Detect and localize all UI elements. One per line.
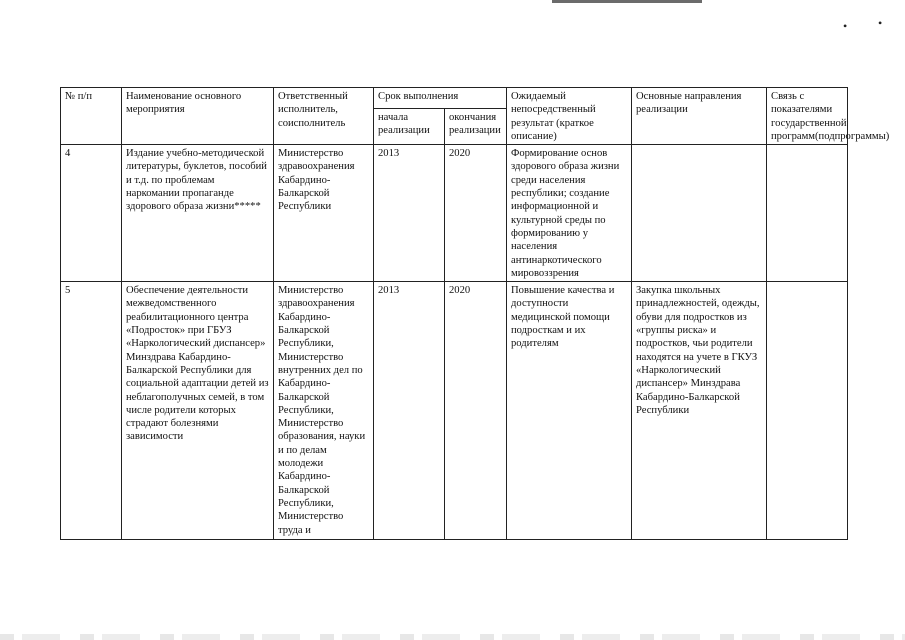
cell-name: Обеспечение деятельности межведомственного реабилитационного центра «Подросток» при ГБУЗ «Наркологический диспансер» Минздрава Кабардино-Балкарской Республики для социальной адаптации детей из неблагополучных семей, в том числе родители которых страдают болезнями зависимости [122, 282, 274, 540]
cell-start: 2013 [374, 145, 445, 282]
cell-name: Издание учебно-методической литературы, буклетов, пособий и т.д. по проблемам наркомании пропаганде здорового образа жизни***** [122, 145, 274, 282]
header-name: Наименование основного мероприятия [122, 88, 274, 145]
cell-responsible: Министерство здравоохранения Кабардино-Балкарской Республики, Министерство внутренних дел по Кабардино-Балкарской Республики, Министерство образования, науки и по делам молодежи Кабардино-Балкарской Республики, Министерство труда и [274, 282, 374, 540]
cell-start: 2013 [374, 282, 445, 540]
header-directions: Основные направления реализации [632, 88, 767, 145]
cell-end: 2020 [445, 282, 507, 540]
cell-end: 2020 [445, 145, 507, 282]
cell-num: 5 [61, 282, 122, 540]
cell-responsible: Министерство здравоохранения Кабардино-Балкарской Республики [274, 145, 374, 282]
header-term-start: начала реализации [374, 108, 445, 145]
header-row [61, 88, 848, 109]
cell-result: Повышение качества и доступности медицинской помощи подросткам и их родителям [507, 282, 632, 540]
scan-dot: • [878, 16, 883, 30]
program-table [60, 87, 890, 540]
table-row [61, 145, 848, 282]
table-row [61, 282, 848, 540]
header-result: Ожидаемый непосредственный результат (краткое описание) [507, 88, 632, 145]
header-responsible: Ответственный исполнитель, соисполнитель [274, 88, 374, 145]
header-link: Связь с показателями государственной программ(подпрограммы) [767, 88, 848, 145]
cell-link [767, 145, 848, 282]
scan-artifact-top [552, 0, 702, 3]
cell-num: 4 [61, 145, 122, 282]
header-num: № п/п [61, 88, 122, 145]
cell-link [767, 282, 848, 540]
cell-directions [632, 145, 767, 282]
header-term-end: окончания реализации [445, 108, 507, 145]
scan-artifact-bottom [0, 634, 905, 640]
header-term: Срок выполнения [374, 88, 507, 109]
scan-dot: • [843, 19, 848, 33]
cell-result: Формирование основ здорового образа жизни среди населения республики; создание информационной и культурной среды по формированию у населения антинаркотического мировоззрения [507, 145, 632, 282]
cell-directions: Закупка школьных принадлежностей, одежды, обуви для подростков из «группы риска» и подростков, чьи родители находятся на учете в ГКУЗ «Наркологический диспансер» Минздрава Кабардино-Балкарской Республики [632, 282, 767, 540]
